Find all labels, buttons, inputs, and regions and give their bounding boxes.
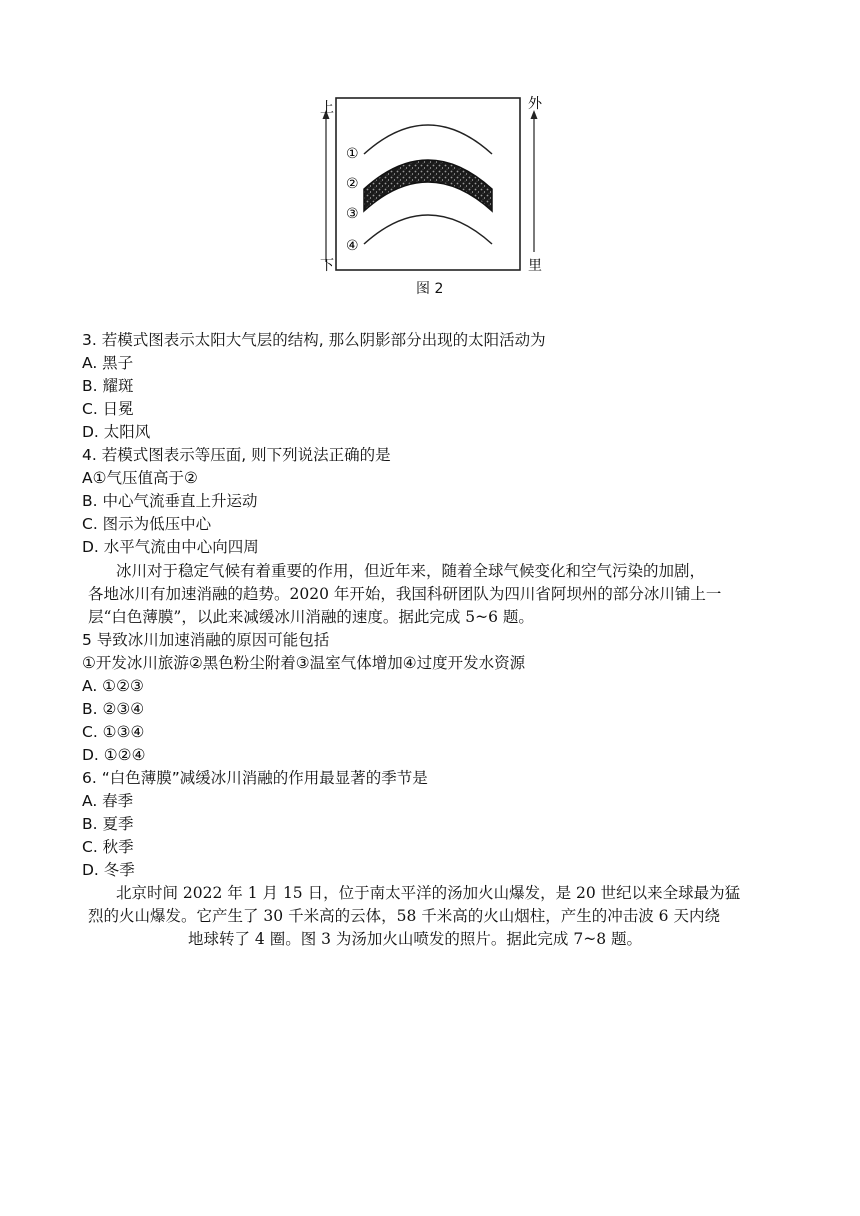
q6-stem: 6. “白色薄膜”减缓冰川消融的作用最显著的季节是	[82, 769, 428, 787]
q3-stem: 3. 若模式图表示太阳大气层的结构, 那么阴影部分出现的太阳活动为	[82, 331, 546, 349]
passage1-line-2: 各地冰川有加速消融的趋势。2020 年开始，我国科研团队为四川省阿坝州的部分冰川铺上一	[88, 585, 722, 603]
q4-option-d: D. 水平气流由中心向四周	[82, 538, 259, 556]
label-outer: 外	[528, 96, 542, 112]
curve-4	[364, 215, 492, 244]
shaded-layer	[364, 160, 492, 211]
passage2-line-1: 北京时间 2022 年 1 月 15 日，位于南太平洋的汤加火山爆发，是 20 世纪以来全球最为猛	[116, 884, 741, 902]
q5-option-b: B. ②③④	[82, 700, 145, 718]
q5-stem: 5 导致冰川加速消融的原因可能包括	[82, 631, 330, 649]
label-up: 上	[320, 100, 334, 116]
q6-option-a: A. 春季	[82, 792, 134, 810]
q6-option-c: C. 秋季	[82, 838, 134, 856]
q6-option-b: B. 夏季	[82, 815, 134, 833]
q6-option-d: D. 冬季	[82, 861, 135, 879]
q4-option-c: C. 图示为低压中心	[82, 515, 212, 533]
passage1-line-1: 冰川对于稳定气候有着重要的作用，但近年来，随着全球气候变化和空气污染的加剧，	[116, 562, 706, 580]
q4-option-b: B. 中心气流垂直上升运动	[82, 492, 258, 510]
label-down: 下	[320, 258, 334, 274]
label-inner: 里	[528, 258, 542, 274]
q4-stem: 4. 若模式图表示等压面, 则下列说法正确的是	[82, 446, 391, 464]
passage2-line-3: 地球转了 4 圈。图 3 为汤加火山喷发的照片。据此完成 7~8 题。	[188, 930, 642, 948]
q3-option-a: A. 黑子	[82, 354, 134, 372]
passage1-line-3: 层“白色薄膜”，以此来减缓冰川消融的速度。据此完成 5~6 题。	[88, 608, 534, 626]
layer-diagram	[312, 92, 552, 277]
curve-1	[364, 125, 492, 154]
q5-option-c: C. ①③④	[82, 723, 145, 741]
marker-1: ①	[346, 146, 359, 162]
figure-2	[312, 92, 552, 302]
marker-3: ③	[346, 206, 359, 222]
marker-2: ②	[346, 176, 359, 192]
figure-frame	[336, 98, 520, 270]
marker-4: ④	[346, 238, 359, 254]
q3-option-b: B. 耀斑	[82, 377, 134, 395]
figure-caption: 图 2	[416, 281, 444, 297]
q5-items: ①开发冰川旅游②黑色粉尘附着③温室气体增加④过度开发水资源	[82, 654, 526, 672]
q4-option-a: A①气压值高于②	[82, 469, 198, 487]
passage2-line-2: 烈的火山爆发。它产生了 30 千米高的云体，58 千米高的火山烟柱，产生的冲击波 6 天内绕	[88, 907, 720, 925]
q5-option-d: D. ①②④	[82, 746, 146, 764]
q5-option-a: A. ①②③	[82, 677, 144, 695]
q3-option-c: C. 日冕	[82, 400, 134, 418]
q3-option-d: D. 太阳风	[82, 423, 151, 441]
